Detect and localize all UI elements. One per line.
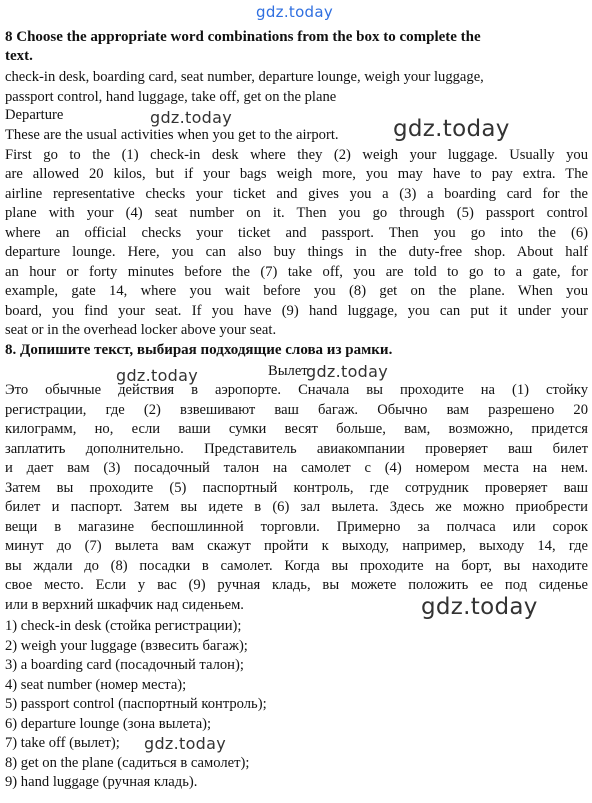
paragraph-line-ru: билет и паспорт. Затем вы идете в (6) зал вылета. Здесь же можно приобрести [5,499,588,515]
word-box-line-1: check-in desk, boarding card, seat number, departure lounge, weigh your luggage, [5,69,484,85]
word-box-line-2: passport control, hand luggage, take off, get on the plane [5,89,337,105]
watermark: gdz.today [393,116,510,142]
exercise-heading-ru: 8. Допишите текст, выбирая подходящие слова из рамки. [5,342,393,358]
answer-item: 3) a boarding card (посадочный талон); [5,657,244,673]
watermark: gdz.today [421,594,538,620]
paragraph-line-ru: или в верхний шкафчик над сиденьем. [5,597,244,613]
paragraph-line-en: where an official checks your ticket and passport. Then you go into the (6) [5,225,588,241]
paragraph-line-ru: Затем вы проходите (5) паспортный контроль, где сотрудник проверяет ваш [5,480,588,496]
paragraph-line-en: are allowed 20 kilos, but if your bags weigh more, you may have to pay extra. The [5,166,588,182]
exercise-heading-en: 8 Choose the appropriate word combinations from the box to complete the [5,29,481,45]
text-title-ru: Вылет [268,363,308,379]
paragraph-line-ru: Это обычные действия в аэропорте. Сначала вы проходите на (1) стойку [5,382,588,398]
paragraph-line-en: First go to the (1) check-in desk where they (2) weigh your luggage. Usually you [5,147,588,163]
exercise-heading-en-cont: text. [5,48,33,64]
paragraph-line-ru: килограмм, но, если ваши сумки весят больше, вам, возможно, придется [5,421,588,437]
text-title-en: Departure [5,107,64,123]
answer-item: 6) departure lounge (зона вылета); [5,716,212,732]
paragraph-line-ru: регистрации, где (2) взвешивают ваш багаж. Обычно вам разрешено 20 [5,402,588,418]
answer-item: 1) check-in desk (стойка регистрации); [5,618,242,634]
paragraph-line-en: example, gate 14, where you wait before you (8) get on the plane. When you [5,283,588,299]
answer-item: 2) weigh your luggage (взвесить багаж); [5,638,248,654]
paragraph-line-ru: заплатить дополнительно. Представитель авиакомпании проверяет ваш билет [5,441,588,457]
watermark-top: gdz.today [256,3,334,21]
answer-item: 7) take off (вылет); [5,735,120,751]
paragraph-line-en: an hour or forty minutes before the (7) take off, you are told to go to a gate, for [5,264,588,280]
paragraph-line-en: airline representative checks your ticket and gives you a (3) a boarding card for the [5,186,588,202]
paragraph-line-en: seat or in the overhead locker above your seat. [5,322,277,338]
paragraph-line-ru: вы ждали до (8) посадки в самолет. Когда вы проходите на борт, вы находите [5,558,588,574]
paragraph-line-en: plane with your (4) seat number on it. Then you go through (5) passport control [5,205,588,221]
answer-item: 8) get on the plane (садиться в самолет); [5,755,250,771]
answer-item: 5) passport control (паспортный контроль); [5,696,267,712]
answer-item: 4) seat number (номер места); [5,677,187,693]
paragraph-line-en: board, you find your seat. If you have (9) hand luggage, you can put it under your [5,303,588,319]
paragraph-line-en: departure lounge. Here, you can also buy things in the duty-free shop. About half [5,244,588,260]
answer-item: 9) hand luggage (ручная кладь). [5,774,198,790]
paragraph-line-ru: свое место. Если у вас (9) ручная кладь, вы можете положить ее под сиденье [5,577,588,593]
paragraph-line-ru: минут до (7) вылета вам скажут пройти к выходу, например, выходу 14, где [5,538,588,554]
watermark: gdz.today [306,362,388,381]
watermark: gdz.today [150,108,232,127]
paragraph-line-ru: вещи в магазине беспошлинной торговли. Примерно за полчаса или сорок [5,519,588,535]
paragraph-line-en: These are the usual activities when you get to the airport. [5,127,339,143]
paragraph-line-ru: и дает вам (3) посадочный талон на самолет с (4) номером места на нем. [5,460,588,476]
watermark: gdz.today [116,366,198,385]
watermark: gdz.today [144,734,226,753]
